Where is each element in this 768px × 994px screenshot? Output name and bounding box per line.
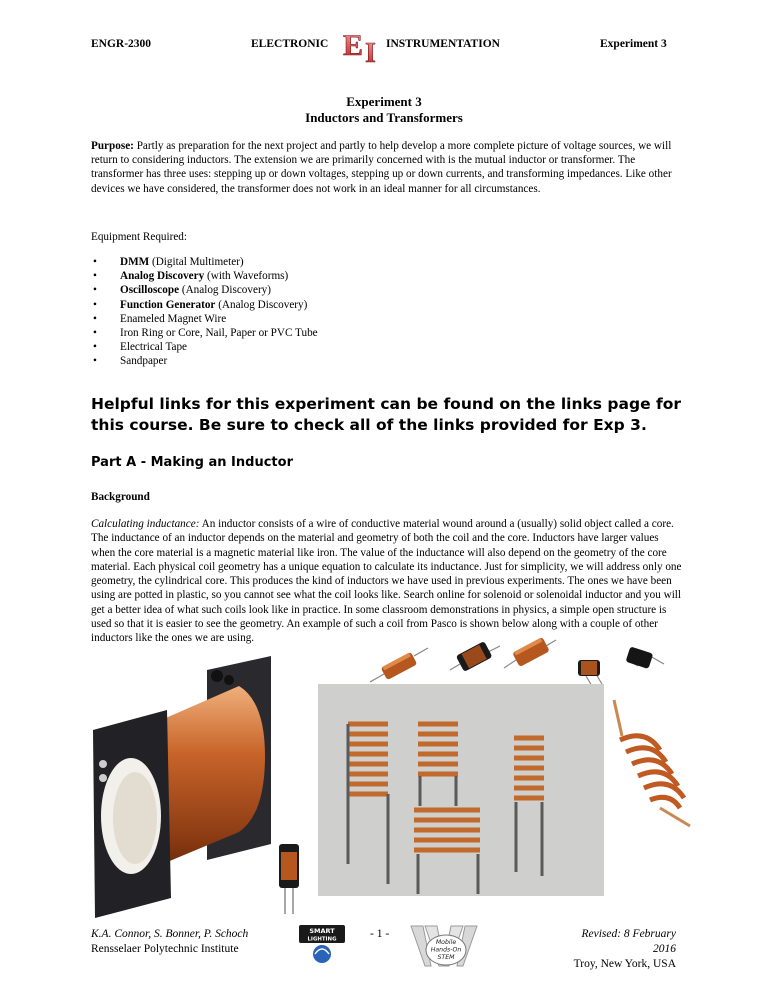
background-text: An inductor consists of a wire of conductive material wound around a (usually) solid object called a core. The inductance of an inductor depends on the material and geometry of both the coil and the core. Inductors have larger values when the core material is a magnetic material like iron. The value of the inductance will also depend on the geometry of the core material. Each physical coil geometry has a unique equation to calculate its inductance. Just for simplicity, we will address only one geometry, the cylindrical core. This produces the kind of inductors we have used in previous experiments. The ones we have been using are potted in plastic, so you cannot see what the coil looks like. Search online for solenoid or solenoidal inductor and you will get a better idea of what such coils look like in practice. In some classroom demonstrations in physics, a simple open structure is used so that it is easier to see the geometry. An example of such a coil from Pasco is shown below along with a couple of other inductors like the ones we are using. xyxy=(91,518,682,645)
equipment-item xyxy=(91,255,318,269)
header-electronic: ELECTRONIC xyxy=(251,38,329,50)
document-title xyxy=(0,94,768,126)
equipment-item xyxy=(91,312,318,326)
svg-text:SMART: SMART xyxy=(309,927,335,935)
bullet-icon: • xyxy=(93,298,97,311)
title-line-1: Experiment 3 xyxy=(346,94,422,109)
bullet-icon: • xyxy=(93,355,97,368)
background-heading: Background xyxy=(91,491,150,503)
svg-text:Mobile: Mobile xyxy=(435,939,457,946)
bullet-icon: • xyxy=(93,312,97,325)
ei-logo xyxy=(341,28,381,64)
equipment-item-detail: (with Waveforms) xyxy=(204,270,289,283)
svg-text:STEM: STEM xyxy=(437,954,455,961)
equipment-heading: Equipment Required: xyxy=(91,231,188,243)
equipment-item-detail: (Analog Discovery) xyxy=(215,298,308,311)
equipment-item-detail: (Analog Discovery) xyxy=(179,284,272,297)
equipment-item-detail: Iron Ring or Core, Nail, Paper or PVC Tube xyxy=(120,327,318,340)
equipment-item xyxy=(91,283,318,297)
equipment-item-detail: Electrical Tape xyxy=(120,341,188,354)
purpose-text: Partly as preparation for the next project and partly to help develop a more complete picture of voltage sources, we will return to considering inductors. The extension we are primarily concerned with is the mutual inductor or transformer. The transformer has three uses: stepping up or down voltages, stepping up or down currents, and transforming impedances. Like other devices we have considered, the transformer does not work in an ideal manner for all circumstances. xyxy=(91,140,672,195)
equipment-item-name: Analog Discovery xyxy=(120,270,205,283)
svg-text:E: E xyxy=(343,29,364,62)
background-lead: Calculating inductance: xyxy=(91,518,200,530)
header-experiment: Experiment 3 xyxy=(600,38,667,50)
equipment-item xyxy=(91,298,318,312)
footer-revision xyxy=(560,927,676,972)
svg-text:LIGHTING: LIGHTING xyxy=(307,936,337,943)
equipment-item xyxy=(91,326,318,340)
bullet-icon: • xyxy=(93,256,97,268)
equipment-item-name: DMM xyxy=(120,256,150,268)
purpose-label: Purpose: xyxy=(91,140,134,152)
equipment-item xyxy=(91,340,318,354)
helpful-links-note: Helpful links for this experiment can be found on the links page for this course. Be sure to check all of the links provided for Exp 3. xyxy=(91,395,682,434)
bullet-icon: • xyxy=(93,284,97,297)
header-instrumentation: INSTRUMENTATION xyxy=(386,38,500,50)
title-line-2: Inductors and Transformers xyxy=(305,110,463,125)
equipment-item-detail: Enameled Magnet Wire xyxy=(120,312,227,325)
course-code: ENGR-2300 xyxy=(91,38,152,50)
equipment-item-name: Function Generator xyxy=(120,298,216,311)
bullet-icon: • xyxy=(93,270,97,283)
equipment-item-name: Oscilloscope xyxy=(120,284,180,297)
equipment-list xyxy=(91,255,318,369)
pasco-solenoid-photo xyxy=(89,646,301,921)
revised-text: Revised: 8 February 2016 xyxy=(581,928,676,955)
bullet-icon: • xyxy=(93,327,97,340)
background-paragraph xyxy=(91,517,683,646)
institution-text: Rensselaer Polytechnic Institute xyxy=(91,943,239,955)
bullet-icon: • xyxy=(93,341,97,354)
equipment-item-detail: (Digital Multimeter) xyxy=(149,256,244,268)
svg-text:I: I xyxy=(365,38,376,64)
authors-text: K.A. Connor, S. Bonner, P. Schoch xyxy=(91,928,249,940)
purpose-paragraph xyxy=(91,139,681,196)
page-number: - 1 - xyxy=(370,928,390,940)
footer-authors xyxy=(91,927,248,957)
smart-lighting-logo xyxy=(297,924,347,964)
solenoid-inductors-photo xyxy=(318,684,604,896)
copper-coil-photo xyxy=(610,688,694,828)
equipment-item xyxy=(91,269,318,283)
location-text: Troy, New York, USA xyxy=(573,958,676,970)
part-a-heading: Part A - Making an Inductor xyxy=(91,455,293,470)
equipment-item xyxy=(91,354,318,368)
equipment-item-detail: Sandpaper xyxy=(120,355,168,368)
mobile-hands-on-stem-logo xyxy=(407,920,485,972)
svg-text:Hands-On: Hands-On xyxy=(430,946,462,954)
